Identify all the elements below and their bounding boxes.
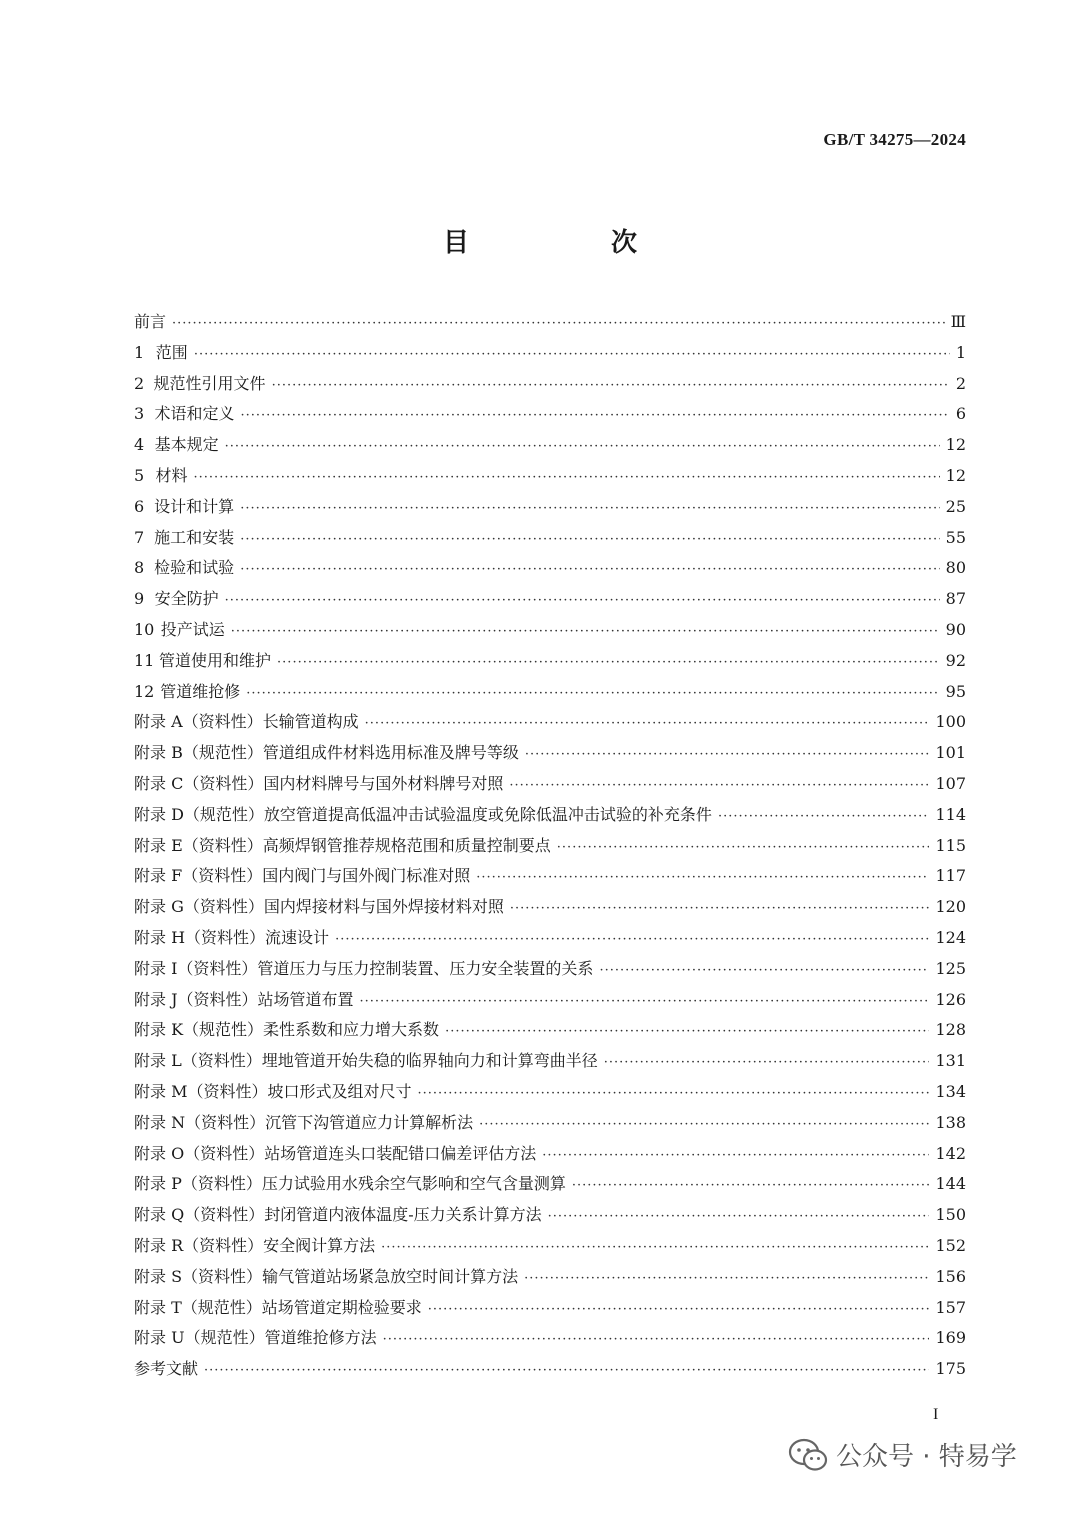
toc-leader-dots [557,840,930,855]
toc-appendix-label: 附录 T（规范性） [134,1297,262,1317]
toc-entry[interactable] [134,833,966,864]
toc-appendix-label: 附录 H（资料性） [134,927,266,947]
toc-appendix-label: 附录 J（资料性） [134,989,258,1009]
toc-leader-dots [599,963,929,978]
toc-leader-dots [194,347,950,362]
toc-leader-dots [240,562,939,577]
table-of-contents [134,309,966,1387]
toc-entry[interactable] [134,401,966,432]
toc-page-number: 124 [935,927,966,947]
toc-section-number: 4 [134,435,145,455]
toc-entry[interactable] [134,1264,966,1295]
toc-page-number: 55 [945,527,966,547]
toc-entry[interactable] [134,894,966,925]
toc-appendix-label: 附录 F（资料性） [134,866,263,886]
toc-entry-title: 沉管下沟管道应力计算解析法 [265,1112,474,1132]
toc-page-number: 87 [945,589,966,609]
toc-entry-title: 站场管道连头口装配错口偏差评估方法 [264,1143,537,1163]
standard-code: GB/T 34275—2024 [823,130,966,149]
toc-page-number: 6 [955,404,966,424]
toc-section-number: 9 [134,589,145,609]
toc-page-number: 12 [945,435,966,455]
toc-leader-dots [240,501,939,516]
toc-page-number: 128 [935,1020,966,1040]
toc-page-number: 142 [935,1143,966,1163]
toc-page-number: 25 [945,496,966,516]
toc-appendix-label: 附录 Q（资料性） [134,1205,265,1225]
toc-entry-title: 施工和安装 [154,527,235,547]
wechat-icon [788,1437,828,1473]
toc-leader-dots [272,378,950,393]
toc-leader-dots [240,532,939,547]
toc-leader-dots [509,778,929,793]
toc-entry[interactable] [134,802,966,833]
toc-entry-title: 管道压力与压力控制装置、压力安全装置的关系 [257,958,594,978]
toc-entry-title: 高频焊钢管推荐规格范围和质量控制要点 [262,835,551,855]
toc-section-number: 5 [134,465,145,485]
toc-page-number: 120 [935,897,966,917]
toc-leader-dots [428,1302,930,1317]
toc-page-number: 152 [935,1235,966,1255]
toc-entry-title: 安全阀计算方法 [263,1235,376,1255]
toc-entry-title: 安全防护 [154,589,219,609]
toc-entry-title: 国内材料牌号与国外材料牌号对照 [263,773,504,793]
toc-appendix-label: 附录 B（规范性） [134,743,263,763]
toc-entry[interactable] [134,1356,966,1387]
toc-leader-dots [194,470,940,485]
toc-leader-dots [418,1086,930,1101]
toc-leader-dots [510,901,930,916]
toc-entry-title: 管道维抢修 [160,681,241,701]
toc-entry-title: 国内阀门与国外阀门标准对照 [262,866,471,886]
toc-page-number: 134 [935,1081,966,1101]
toc-page-number: 126 [935,989,966,1009]
toc-entry-title: 长输管道构成 [262,712,359,732]
toc-entry-title: 范围 [155,342,188,362]
toc-leader-dots [383,1332,930,1347]
toc-page-number: 80 [945,558,966,578]
toc-page-number: 115 [935,835,966,855]
toc-entry-title: 封闭管道内液体温度-压力关系计算方法 [264,1205,542,1225]
toc-leader-dots [542,1148,929,1163]
toc-leader-dots [335,932,929,947]
toc-entry-title: 参考文献 [134,1359,199,1379]
toc-entry[interactable] [134,525,966,556]
toc-page-number: 125 [935,958,966,978]
toc-entry-title: 术语和定义 [154,404,235,424]
toc-appendix-label: 附录 M（资料性） [134,1081,268,1101]
toc-entry[interactable] [134,771,966,802]
toc-leader-dots [360,994,930,1009]
toc-section-number: 8 [134,558,145,578]
toc-entry[interactable] [134,1171,966,1202]
toc-page-number: 107 [935,773,966,793]
toc-entry[interactable] [134,1048,966,1079]
toc-appendix-label: 附录 G（资料性） [134,897,264,917]
toc-entry[interactable] [134,586,966,617]
toc-leader-dots [572,1178,930,1193]
page-title: 目 次 [442,228,695,258]
toc-entry[interactable] [134,463,966,494]
toc-page-number: 101 [935,743,966,763]
toc-section-number: 1 [134,342,145,362]
toc-entry[interactable] [134,1325,966,1356]
toc-entry[interactable] [134,709,966,740]
toc-leader-dots [231,624,940,639]
toc-appendix-label: 附录 D（规范性） [134,804,264,824]
toc-entry[interactable] [134,987,966,1018]
toc-entry-title: 站场管道定期检验要求 [261,1297,422,1317]
toc-appendix-label: 附录 C（资料性） [134,773,264,793]
toc-leader-dots [172,316,945,331]
toc-page-number: 12 [945,465,966,485]
watermark-text: 公众号 · 特易学 [836,1442,1017,1472]
toc-section-number: 12 [134,681,155,701]
toc-entry-title: 流速设计 [265,927,330,947]
toc-entry-title: 管道组成件材料选用标准及牌号等级 [262,743,519,763]
toc-appendix-label: 附录 P（资料性） [134,1174,262,1194]
toc-page-number: 92 [945,650,966,670]
watermark [788,1436,1017,1473]
toc-page-number: 150 [935,1205,966,1225]
toc-section-number: 2 [134,373,145,393]
toc-page-number: 100 [935,712,966,732]
toc-leader-dots [548,1209,930,1224]
toc-entry[interactable] [134,648,966,679]
toc-leader-dots [277,655,940,670]
toc-entry[interactable] [134,494,966,525]
toc-appendix-label: 附录 A（资料性） [134,712,263,732]
toc-entry-title: 输气管道站场紧急放空时间计算方法 [262,1266,519,1286]
toc-entry[interactable] [134,1202,966,1233]
toc-entry[interactable] [134,617,966,648]
toc-leader-dots [479,1117,929,1132]
toc-entry[interactable] [134,925,966,956]
toc-leader-dots [225,593,940,608]
toc-page-number: 131 [935,1051,966,1071]
toc-entry-title: 埋地管道开始失稳的临界轴向力和计算弯曲半径 [261,1051,598,1071]
toc-entry[interactable] [134,309,966,340]
toc-entry[interactable] [134,432,966,463]
toc-page-number: 144 [935,1174,966,1194]
toc-leader-dots [365,716,930,731]
toc-section-number: 10 [134,619,155,639]
toc-entry-title: 材料 [155,465,188,485]
toc-section-number: 3 [134,404,145,424]
toc-leader-dots [445,1024,929,1039]
toc-entry-title: 基本规定 [154,435,219,455]
toc-page-number: 138 [935,1112,966,1132]
page-number: I [933,1406,939,1423]
toc-page-number: 117 [935,866,966,886]
toc-entry[interactable] [134,679,966,710]
toc-entry-title: 检验和试验 [154,558,235,578]
toc-entry[interactable] [134,740,966,771]
toc-page-number: 1 [955,342,966,362]
toc-entry-title: 坡口形式及组对尺寸 [267,1081,412,1101]
toc-entry[interactable] [134,1233,966,1264]
toc-entry-title: 投产试运 [160,619,225,639]
toc-leader-dots [525,747,930,762]
toc-entry[interactable] [134,340,966,371]
toc-leader-dots [204,1363,929,1378]
toc-appendix-label: 附录 I（资料性） [134,958,258,978]
toc-leader-dots [718,809,930,824]
toc-leader-dots [246,686,939,701]
toc-leader-dots [381,1240,929,1255]
toc-appendix-label: 附录 N（资料性） [134,1112,266,1132]
toc-appendix-label: 附录 U（规范性） [134,1328,265,1348]
toc-entry-title: 前言 [134,312,167,331]
toc-entry[interactable] [134,371,966,402]
toc-entry[interactable] [134,956,966,987]
toc-section-number: 7 [134,527,145,547]
toc-page-number: 90 [945,619,966,639]
toc-section-number: 11 [134,650,155,670]
toc-entry-title: 国内焊接材料与国外焊接材料对照 [263,897,504,917]
toc-entry[interactable] [134,863,966,894]
toc-entry[interactable] [134,555,966,586]
toc-entry-title: 压力试验用水残余空气影响和空气含量测算 [261,1174,566,1194]
toc-page-number: 175 [935,1359,966,1379]
toc-page-number: 95 [945,681,966,701]
toc-entry-title: 站场管道布置 [257,989,354,1009]
toc-entry-title: 柔性系数和应力增大系数 [263,1020,440,1040]
toc-section-number: 6 [134,496,145,516]
toc-appendix-label: 附录 L（资料性） [134,1051,262,1071]
toc-leader-dots [524,1271,929,1286]
toc-leader-dots [240,408,949,423]
toc-appendix-label: 附录 O（资料性） [134,1143,265,1163]
toc-entry-title: 放空管道提高低温冲击试验温度或免除低温冲击试验的补充条件 [263,804,712,824]
toc-leader-dots [476,870,929,885]
toc-appendix-label: 附录 K（规范性） [134,1020,264,1040]
toc-entry-title: 设计和计算 [154,496,235,516]
toc-page-number: Ⅲ [950,312,966,331]
toc-entry-title: 管道使用和维护 [159,650,272,670]
toc-appendix-label: 附录 S（资料性） [134,1266,263,1286]
toc-entry[interactable] [134,1141,966,1172]
toc-leader-dots [225,439,940,454]
toc-entry[interactable] [134,1110,966,1141]
toc-entry-title: 管道维抢修方法 [264,1328,377,1348]
toc-page-number: 156 [935,1266,966,1286]
toc-page-number: 169 [935,1328,966,1348]
toc-entry[interactable] [134,1017,966,1048]
toc-entry[interactable] [134,1079,966,1110]
toc-entry-title: 规范性引用文件 [153,373,266,393]
toc-appendix-label: 附录 E（资料性） [134,835,263,855]
toc-page-number: 2 [955,373,966,393]
toc-page-number: 114 [935,804,966,824]
toc-appendix-label: 附录 R（资料性） [134,1235,264,1255]
toc-leader-dots [604,1055,930,1070]
toc-page-number: 157 [935,1297,966,1317]
toc-entry[interactable] [134,1295,966,1326]
